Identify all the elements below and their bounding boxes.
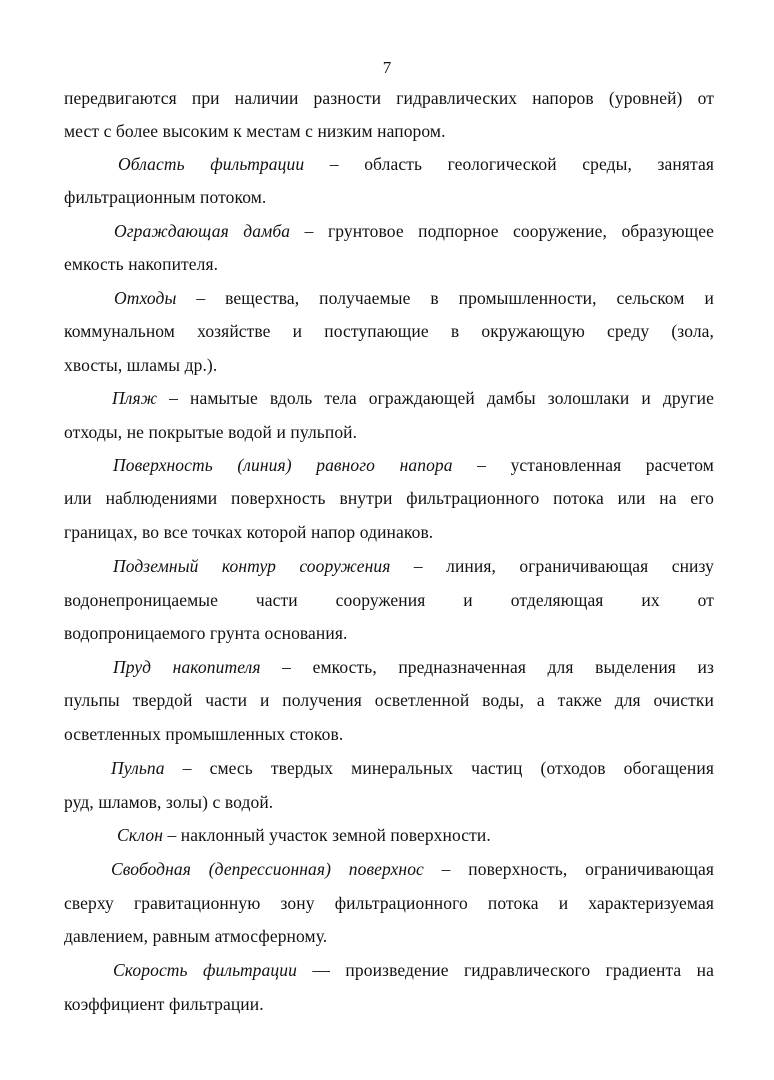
text-line: коммунальном хозяйстве и поступающие в окружающую среду (зола, xyxy=(64,321,714,341)
term: Свободная (депрессионная) поверхнос xyxy=(111,859,424,879)
text-line: или наблюдениями поверхность внутри фильтрационного потока или на его xyxy=(64,488,714,508)
text-line: передвигаются при наличии разности гидравлических напоров (уровней) от xyxy=(64,88,714,108)
text-line: водонепроницаемые части сооружения и отделяющая их от xyxy=(64,590,714,610)
definition-first-line: Область фильтрации – область геологической среды, занятая xyxy=(118,154,714,174)
definition-first-line: Свободная (депрессионная) поверхнос – поверхность, ограничивающая xyxy=(111,859,715,879)
text-line: мест с более высоким к местам с низким напором. xyxy=(64,121,446,141)
definition-first-line: Ограждающая дамба – грунтовое подпорное сооружение, образующее xyxy=(114,221,714,241)
definition-first-line: Склон – наклонный участок земной поверхности. xyxy=(117,825,491,845)
text-line: осветленных промышленных стоков. xyxy=(64,724,344,744)
definition-first-line: Подземный контур сооружения – линия, ограничивающая снизу xyxy=(113,556,714,576)
text-line: сверху гравитационную зону фильтрационного потока и характеризуемая xyxy=(64,893,714,913)
term: Подземный контур сооружения xyxy=(113,556,391,576)
text-line: отходы, не покрытые водой и пульпой. xyxy=(64,422,358,442)
text-line: емкость накопителя. xyxy=(64,254,219,274)
term: Поверхность (линия) равного напора xyxy=(113,455,453,475)
term: Склон xyxy=(117,825,163,845)
definition-first-line: Пляж – намытые вдоль тела ограждающей дамбы золошлаки и другие xyxy=(112,388,714,408)
term: Пруд накопителя xyxy=(113,657,261,677)
definition-first-line: Скорость фильтрации –– произведение гидравлического градиента на xyxy=(113,960,714,980)
term: Отходы xyxy=(114,288,177,308)
term: Ограждающая дамба xyxy=(114,221,291,241)
text-line: хвосты, шламы др.). xyxy=(64,355,218,375)
definition-first-line: Отходы – вещества, получаемые в промышленности, сельском и xyxy=(114,288,714,308)
text-line: водопроницаемого грунта основания. xyxy=(64,623,348,643)
text-line: границах, во все точках которой напор одинаков. xyxy=(64,522,434,542)
text-line: руд, шламов, золы) с водой. xyxy=(64,792,274,812)
page-number: 7 xyxy=(382,58,392,77)
text-line: фильтрационным потоком. xyxy=(64,187,267,207)
term: Скорость фильтрации xyxy=(113,960,297,980)
term: Пульпа xyxy=(111,758,165,778)
term: Область фильтрации xyxy=(118,154,305,174)
text-line: коэффициент фильтрации. xyxy=(64,994,264,1014)
definition-first-line: Пруд накопителя – емкость, предназначенная для выделения из xyxy=(113,657,714,677)
term: Пляж xyxy=(112,388,158,408)
definition-first-line: Поверхность (линия) равного напора – установленная расчетом xyxy=(113,455,714,475)
definition-first-line: Пульпа – смесь твердых минеральных частиц (отходов обогащения xyxy=(111,758,714,778)
text-line: давлением, равным атмосферному. xyxy=(64,926,328,946)
text-line: пульпы твердой части и получения осветленной воды, а также для очистки xyxy=(64,690,714,710)
